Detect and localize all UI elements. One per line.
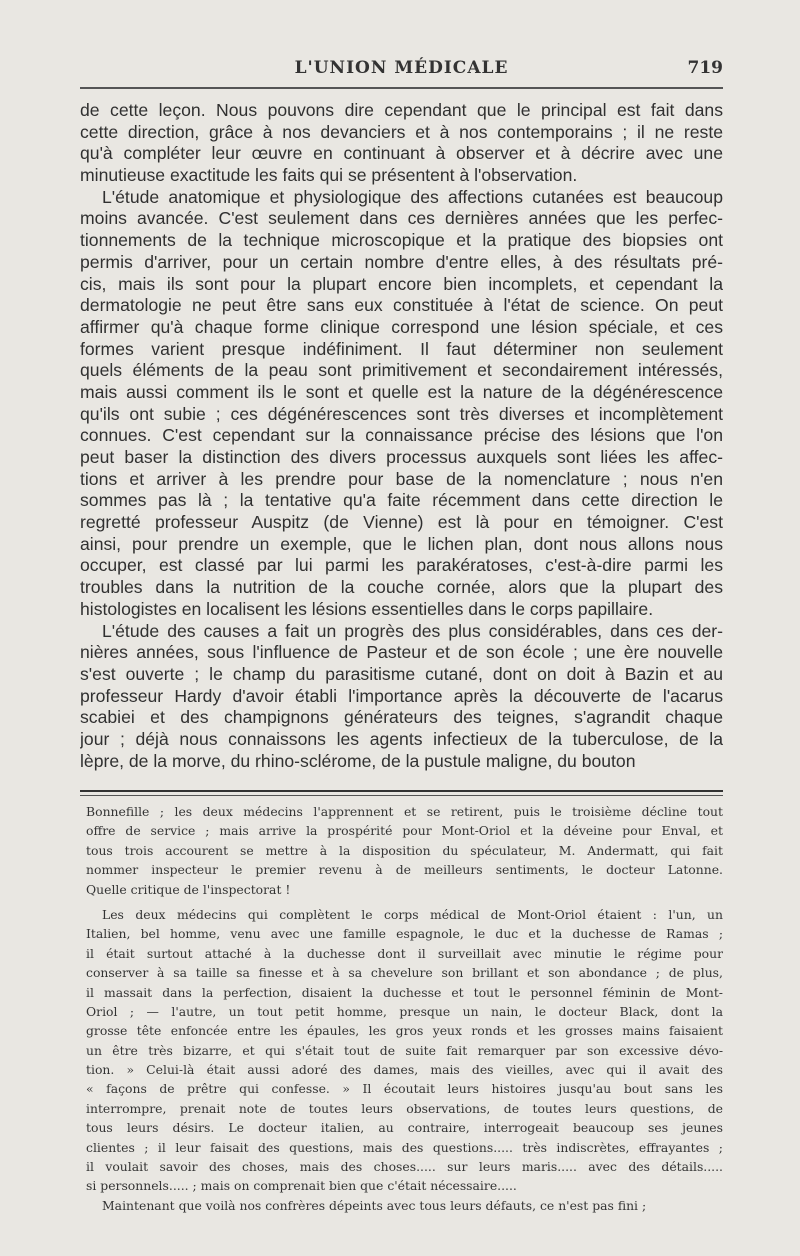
text-line: mais aussi comment ils le sont et quelle est la nature de la dégénérescence xyxy=(80,381,723,402)
footnote-line: tous leurs désirs. Le docteur italien, au contraire, interrogeait beaucoup ses jeunes xyxy=(86,1120,723,1136)
footnote-line: grosse tête enfoncée entre les épaules, les gros yeux ronds et les grosses mains faisaient xyxy=(86,1023,723,1039)
text-line: cis, mais ils sont pour la plupart encore bien incomplets, et cependant la xyxy=(80,273,723,294)
text-line: affirmer qu'à chaque forme clinique correspond une lésion spéciale, et ces xyxy=(80,316,723,337)
footnote-line: Maintenant que voilà nos confrères dépeints avec tous leurs défauts, ce n'est pas fini ; xyxy=(102,1197,647,1213)
text-line: tions et arriver à les prendre pour base de la nomenclature ; nous n'en xyxy=(80,468,723,489)
text-line: quels éléments de la peau sont primitivement et secondairement intéressés, xyxy=(80,360,723,381)
text-line: qu'à compléter leur œuvre en continuant à observer et à décrire avec une xyxy=(80,143,723,164)
text-line: cette direction, grâce à nos devanciers et à nos contemporains ; il ne reste xyxy=(80,121,723,142)
footnote-line: interrompre, prenait note de toutes leurs observations, de toutes leurs questions, de xyxy=(86,1100,723,1116)
text-line: nières années, sous l'influence de Pasteur et de son école ; une ère nouvelle xyxy=(80,642,723,663)
text-line: troubles dans la nutrition de la couche cornée, alors que la plupart des xyxy=(80,577,723,598)
footnote-line: Italien, bel homme, venu avec une famille espagnole, le duc et la duchesse de Ramas ; xyxy=(86,926,723,942)
text-line: permis d'arriver, pour un certain nombre d'entre elles, à des résultats pré- xyxy=(80,251,723,272)
text-line: professeur Hardy d'avoir établi l'importance après la découverte de l'acarus xyxy=(80,685,723,706)
text-line: connues. C'est cependant sur la connaissance précise des lésions que l'on xyxy=(80,425,723,446)
footnote-line: Oriol ; — l'autre, un tout petit homme, presque un nain, le docteur Black, dont la xyxy=(86,1003,723,1019)
text-line: de cette leçon. Nous pouvons dire cependant que le principal est fait dans xyxy=(80,100,723,120)
footnote-separator xyxy=(80,790,723,796)
footnote-line: offre de service ; mais arrive la prospérité pour Mont-Oriol et la déveine pour Enval, et xyxy=(86,823,723,839)
text-line: histologistes en localisent les lésions essentielles dans le corps papillaire. xyxy=(80,598,654,619)
text-line: peut baser la distinction des divers processus auxquels sont liées les affec- xyxy=(80,447,723,467)
footnote-line: clientes ; il leur faisait des questions, mais des questions..... très indiscrètes, effrayantes ; xyxy=(86,1139,723,1155)
footnote-line: Les deux médecins qui complètent le corps médical de Mont-Oriol étaient : l'un, un xyxy=(102,906,723,922)
text-line: L'étude anatomique et physiologique des affections cutanées est beaucoup xyxy=(102,186,723,207)
text-line: scabiei et des champignons générateurs des teignes, s'agrandit chaque xyxy=(80,707,723,728)
text-line: lèpre, de la morve, du rhino-sclérome, de la pustule maligne, du bouton xyxy=(80,750,636,771)
footnote-line: Quelle critique de l'inspectorat ! xyxy=(86,881,291,897)
footnote-line: tion. » Celui-là était aussi adoré des dames, mais des vieilles, avec qui il avait des xyxy=(86,1062,723,1078)
main-text xyxy=(80,100,723,772)
text-line: formes varient presque indéfiniment. Il faut déterminer non seulement xyxy=(80,338,723,359)
text-line: minutieuse exactitude les faits qui se présentent à l'observation. xyxy=(80,165,578,186)
text-line: L'étude des causes a fait un progrès des plus considérables, dans ces der- xyxy=(102,620,723,641)
header-rule xyxy=(80,87,723,89)
page-number: 719 xyxy=(687,58,723,78)
text-line: dermatologie ne peut être sans eux constituée à l'état de science. On peut xyxy=(80,295,723,316)
text-line: sommes pas là ; la tentative qu'a faite récemment dans cette direction le xyxy=(80,490,723,511)
footnote-line: si personnels..... ; mais on comprenait bien que c'était nécessaire..... xyxy=(86,1178,517,1194)
text-line: jour ; déjà nous connaissons les agents infectieux de la tuberculose, de la xyxy=(80,728,723,749)
text-line: moins avancée. C'est seulement dans ces dernières années que les perfec- xyxy=(80,208,723,229)
footnote-line: il était surtout attaché à la duchesse dont il surveillait avec minutie le régime pour xyxy=(86,945,723,961)
footnote-line: il voulait savoir des choses, mais des choses..... sur leurs maris..... avec des détails..... xyxy=(86,1159,723,1175)
footnote-line: tous trois accourent se mettre à la disposition du spéculateur, M. Andermatt, qui fait xyxy=(86,842,723,858)
text-line: occuper, est classé par lui parmi les parakératoses, c'est-à-dire parmi les xyxy=(80,555,723,576)
footnote-line: Bonnefille ; les deux médecins l'apprennent et se retirent, puis le troisième décline tout xyxy=(86,804,723,819)
text-line: qu'ils ont subie ; ces dégénérescences sont très diverses et incomplètement xyxy=(80,403,723,424)
footnote-line: nommer inspecteur le premier revenu à de meilleurs sentiments, le docteur Latonne. xyxy=(86,862,723,878)
footnote-line: il massait dans la perfection, disaient la duchesse et tout le personnel féminin de Mont- xyxy=(86,984,723,1000)
footnote-line: un être très bizarre, et qui s'était tout de suite fait remarquer par son excessive dévo- xyxy=(86,1042,723,1058)
text-line: ainsi, pour prendre un exemple, que le lichen plan, dont nous allons nous xyxy=(80,533,723,554)
text-line: regretté professeur Auspitz (de Vienne) est là pour en témoigner. C'est xyxy=(80,512,723,533)
footnote-line: conserver à sa taille sa finesse et à sa chevelure son brillant et son abondance ; de plus, xyxy=(86,965,723,981)
text-line: tionnements de la technique microscopique et la pratique des biopsies ont xyxy=(80,230,723,251)
footnote-line: « façons de prêtre qui confesse. » Il écoutait leurs histoires jusqu'au bout sans les xyxy=(86,1081,723,1097)
journal-title: L'UNION MÉDICALE xyxy=(294,58,509,78)
running-header xyxy=(80,58,723,84)
footnote-text xyxy=(86,802,723,1215)
text-line: s'est ouverte ; le champ du parasitisme cutané, dont on doit à Bazin et au xyxy=(80,663,723,684)
